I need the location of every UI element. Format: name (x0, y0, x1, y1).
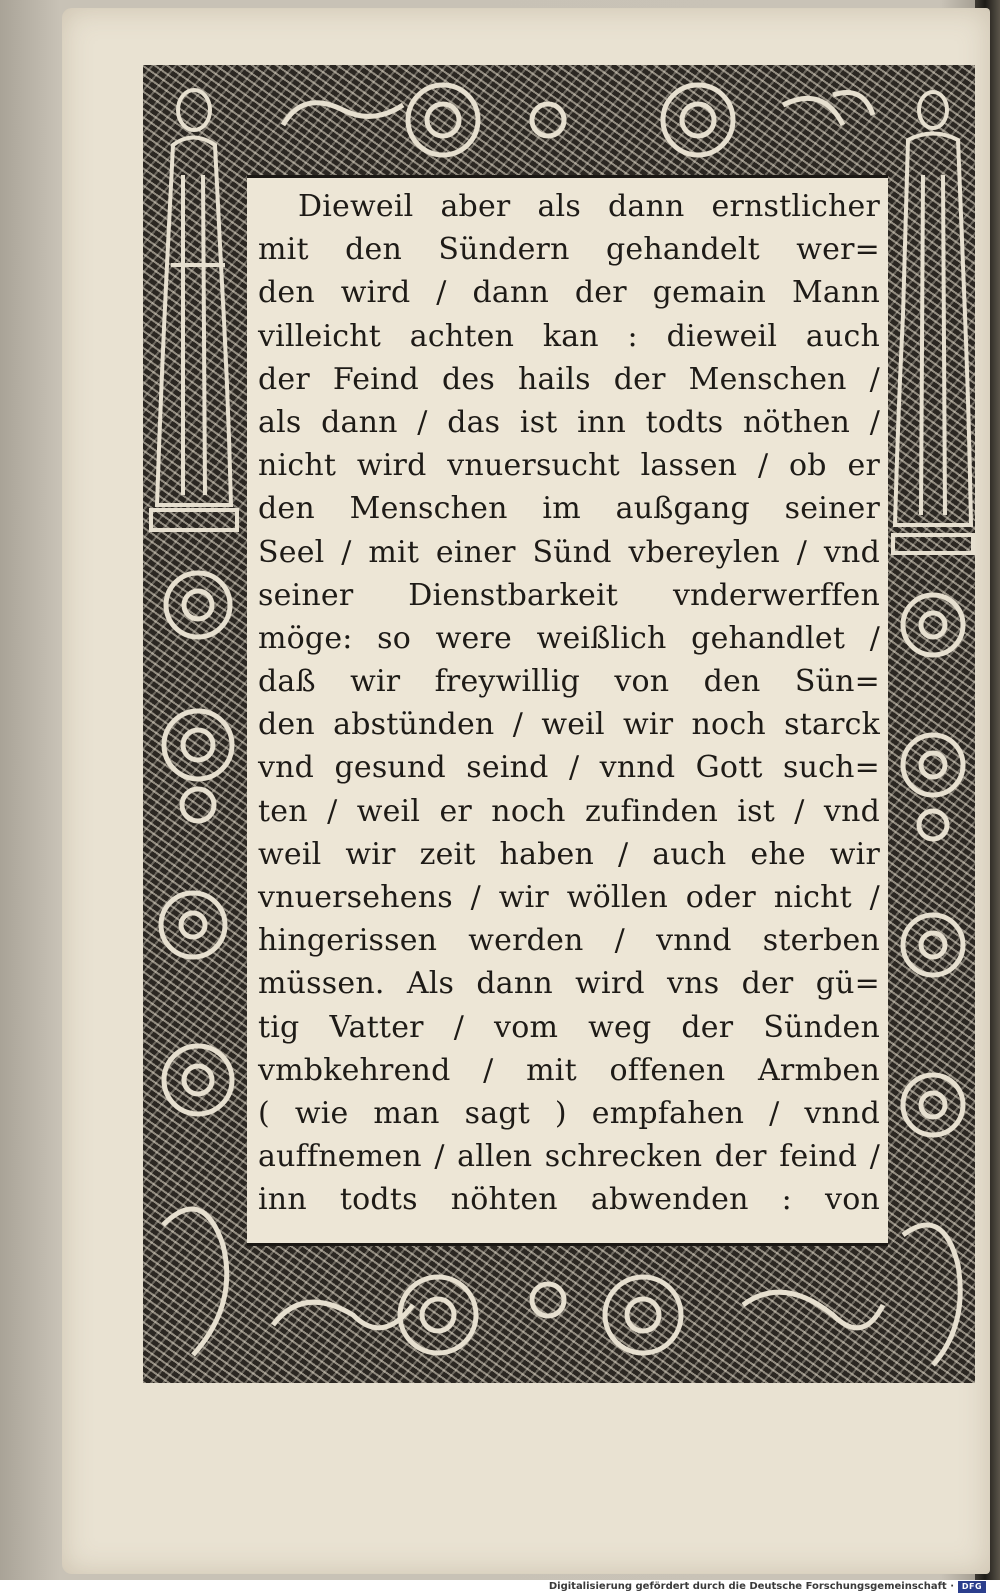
text-line: tig Vatter / vom weg der Sünden (258, 1009, 880, 1045)
text-line: möge: so were weißlich gehandlet / (258, 620, 880, 656)
text-line: vnd gesund seind / vnnd Gott such= (258, 750, 880, 786)
text-line: Dieweil aber als dann ernstlicher (298, 189, 880, 224)
text-line: den wird / dann der gemain Mann (258, 275, 880, 311)
text-line: hingerissen werden / vnnd sterben (258, 923, 880, 959)
text-line: weil wir zeit haben / auch ehe wir (258, 836, 880, 872)
text-line: ( wie man sagt ) empfahen / vnnd (258, 1095, 880, 1131)
bottom-band-ornament (273, 1277, 883, 1353)
text-line: als dann / das ist inn todts nöthen / (258, 404, 880, 440)
left-figure-illustration (151, 90, 237, 530)
page-text (258, 185, 880, 1222)
text-line: nicht wird vnuersucht lassen / ob er (258, 448, 880, 484)
text-line: villeicht achten kan : dieweil auch (258, 318, 880, 354)
text-line: vmbkehrend / mit offenen Armben (258, 1052, 880, 1088)
top-band-ornament (283, 85, 873, 155)
right-figure-illustration (893, 92, 973, 553)
text-line: müssen. Als dann wird vns der gü= (258, 966, 880, 1002)
left-scroll-ornament (161, 573, 232, 1355)
right-scroll-ornament (903, 595, 963, 1365)
text-line: inn todts nöhten abwenden : von (258, 1182, 880, 1218)
text-line: vnuersehens / wir wöllen oder nicht / (258, 880, 880, 915)
text-line: Seel / mit einer Sünd vbereylen / vnd (258, 534, 880, 570)
text-line: den abstünden / weil wir noch starck (258, 707, 880, 743)
text-line: daß wir freywillig von den Sün= (258, 664, 880, 700)
footer-bar (0, 1580, 1000, 1594)
text-line: mit den Sündern gehandelt wer= (258, 232, 880, 268)
text-line: der Feind des hails der Menschen / (258, 361, 880, 397)
text-line: seiner Dienstbarkeit vnderwerffen (258, 577, 880, 613)
dfg-logo[interactable]: DFG (958, 1581, 986, 1593)
text-line: den Menschen im außgang seiner (258, 491, 880, 527)
footer-credit: Digitalisierung gefördert durch die Deutsche Forschungsgemeinschaft · (548, 1581, 954, 1592)
text-line: auffnemen / allen schrecken der feind / (258, 1139, 880, 1175)
text-line: ten / weil er noch zufinden ist / vnd (258, 793, 880, 829)
